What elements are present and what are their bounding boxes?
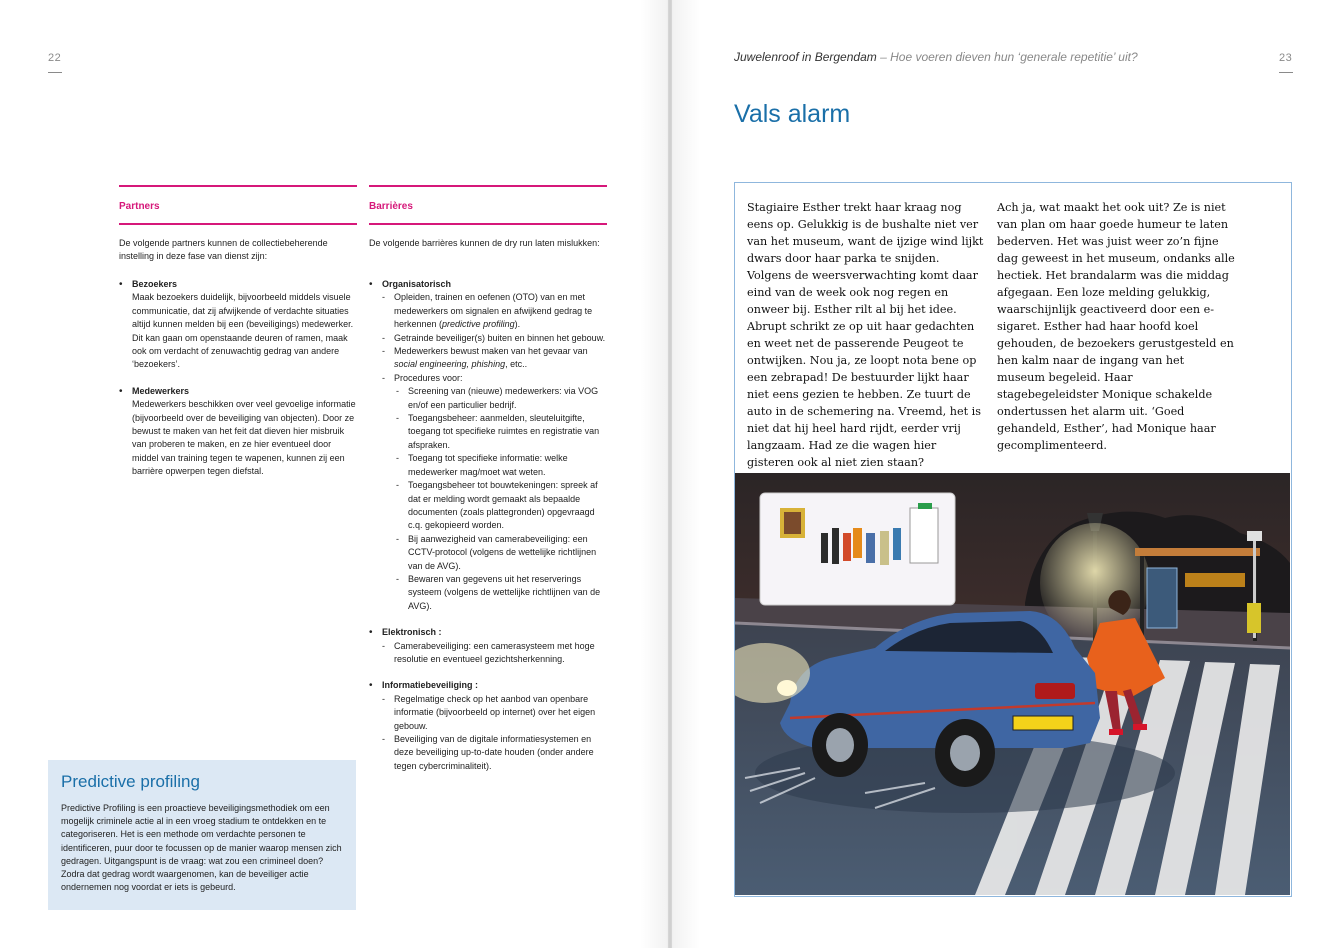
list-text: Getrainde beveiliger(s) buiten en binnen het gebouw. (394, 332, 606, 343)
page-number-left: 22 (48, 52, 62, 64)
story-frame (734, 182, 1292, 897)
partner-title: • Medewerkers (132, 385, 190, 396)
running-subtitle: – Hoe voeren dieven hun ‘generale repetitie’ uit? (876, 50, 1138, 64)
list-text: Procedures voor: (394, 372, 463, 383)
list-item (119, 385, 359, 479)
page-title: Vals alarm (734, 100, 851, 128)
barrieres-list (369, 278, 609, 786)
list-item (382, 372, 609, 613)
left-page (0, 0, 668, 948)
barrieres-heading-bar (369, 185, 607, 225)
running-header (734, 50, 1138, 64)
barrieres-intro: De volgende barrières kunnen de dry run laten mislukken: (369, 238, 600, 248)
list-item (119, 278, 359, 372)
list-text: Medewerkers bewust maken van het gevaar van (394, 346, 588, 357)
list-item: - Bij aanwezigheid van camerabeveiliging: een CCTV-protocol (volgens de wettelijke richtlijnen van de AVG). (396, 533, 609, 573)
list-text: Opleiden, trainen en oefenen (OTO) van en met medewerkers om signalen en afwijkend gedrag te herkennen ( (394, 292, 593, 330)
list-item: - Screening van (nieuwe) medewerkers: via VOG en/of een particulier bedrijf. (396, 385, 609, 412)
list-item: - Regelmatige check op het aanbod van openbare informatie (bijvoorbeeld op internet) over het eigen gebouw. (382, 693, 609, 733)
list-item: - Toegang tot specifieke informatie: welke medewerker mag/moet wat weten. (396, 452, 609, 479)
list-item: - Camerabeveiliging: een camerasysteem met hoge resolutie en eventueel gezichtsherkenning. (382, 640, 609, 667)
partner-title: • Bezoekers (132, 279, 178, 289)
barrieres-heading: Barrières (369, 201, 413, 212)
elektronisch-list (382, 640, 609, 667)
partners-list (119, 278, 359, 492)
list-item (382, 291, 609, 331)
story-column-1: Stagiaire Esther trekt haar kraag nog eens op. Gelukkig is de bushalte niet ver van het museum, want de ijzige wind lijkt dwars door haar parka te snijden. Volgens de weersverwachting komt daar eind van de week ook nog regen en onweer bij. Esther rilt al bij het idee. Abrupt schrikt ze op uit haar gedachten en weet net de passerende Peugeot te ontwijken. Nou ja, ze loopt nota bene op een zebrapad! De bestuurder lijkt haar niet eens gezien te hebben. Ze tuurt de auto in de schemering na. Vreemd, het is niet dat hij heel hard rijdt, eerder vrij langzaam. Had ze die wagen hier gisteren ook al niet zien staan? (747, 201, 984, 469)
list-text-italic: predictive profiling (442, 319, 515, 330)
running-title: Juwelenroof in Bergendam (734, 50, 877, 64)
predictive-profiling-title: Predictive profiling (61, 772, 200, 791)
list-item: - Toegangsbeheer tot bouwtekeningen: spreek af dat er melding wordt gemaakt als bepaalde documenten (zoals plattegronden) opgevraagd c.q. gekopieerd worden. (396, 479, 609, 533)
list-text: , etc.. (505, 359, 528, 370)
organisatorisch-list (382, 291, 609, 613)
list-text: ). (514, 319, 521, 330)
story-column-2: Ach ja, wat maakt het ook uit? Ze is niet van plan om haar goede humeur te laten bederven. Het was juist weer zo’n fijne dag geweest in het museum, ondanks alle hectiek. Het brandalarm was die middag afgegaan. Een loze melding gelukkig, waarschijnlijk geactiveerd door een e-sigaret. Esther had haar hoofd koel gehouden, de bezoekers gerustgesteld en hen kalm naar de ingang van het museum begeleid. Haar stagebegeleidster Monique schakelde ondertussen het alarm uit. ‘Goed gehandeld, Esther’, had Monique haar gecomplimenteerd. (997, 201, 1235, 452)
predictive-profiling-text: Predictive Profiling is een proactieve beveiligingsmethodiek om een mogelijk criminele actie al in een vroeg stadium te ontdekken en te categoriseren. Het is een methode om verdachte personen te identificeren, puur door te focussen op de manier waarop mensen zich gedragen. Uitgangspunt is de vraag: wat zou een crimineel doen? Zodra dat gedrag wordt waargenomen, kan de beveiliger actie ondernemen nog voordat er iets is gebeurd. (61, 803, 342, 893)
page-number-right: 23 (1279, 52, 1293, 64)
list-text-italic: social engineering, phishing (394, 359, 506, 370)
list-item (369, 679, 609, 773)
informatiebeveiliging-list (382, 693, 609, 773)
list-item (369, 278, 609, 613)
predictive-profiling-box (48, 760, 356, 910)
night-street-illustration (735, 473, 1290, 895)
partners-heading: Partners (119, 201, 160, 212)
partners-intro: De volgende partners kunnen de collectiebeherende instelling in deze fase van dienst zijn: (119, 238, 328, 262)
list-item: - Beveiliging van de digitale informatiesystemen en deze beveiliging up-to-date houden (onder andere tegen cybercriminaliteit). (382, 733, 609, 773)
page-number-rule (1279, 72, 1293, 73)
procedures-list (396, 385, 609, 613)
partner-text: Medewerkers beschikken over veel gevoelige informatie (bijvoorbeeld over de beveiliging van objecten). Door ze bewust te maken van het feit dat dieven hier misbruik van proberen te maken, en ze hier eventueel door middel van training tegen te wapenen, kunnen zij een barrière opwerpen tegen diefstal. (132, 399, 356, 477)
list-item (382, 345, 609, 372)
page-number-rule (48, 72, 62, 73)
barrier-category-title: • Organisatorisch (382, 279, 452, 289)
list-item: - Toegangsbeheer: aanmelden, sleuteluitgifte, toegang tot specifieke ruimtes en registratie van afspraken. (396, 412, 609, 452)
barrier-category-title: • Elektronisch : (382, 627, 442, 638)
list-item: - Bewaren van gegevens uit het reserverings systeem (volgens de wettelijke richtlijnen van de AVG). (396, 573, 609, 613)
list-item (382, 332, 609, 345)
barrier-category-title: • Informatiebeveiliging : (382, 680, 479, 691)
list-item (369, 626, 609, 666)
partners-heading-bar (119, 185, 357, 225)
partner-text: Maak bezoekers duidelijk, bijvoorbeeld middels visuele communicatie, dat zij afwijkende of verdachte situaties altijd kunnen melden bij een (beveiligings) medewerker. Dit kan gaan om openstaande deuren of ramen, maak ook om verdacht of zenuwachtig gedrag van andere ‘bezoekers’. (132, 292, 354, 370)
